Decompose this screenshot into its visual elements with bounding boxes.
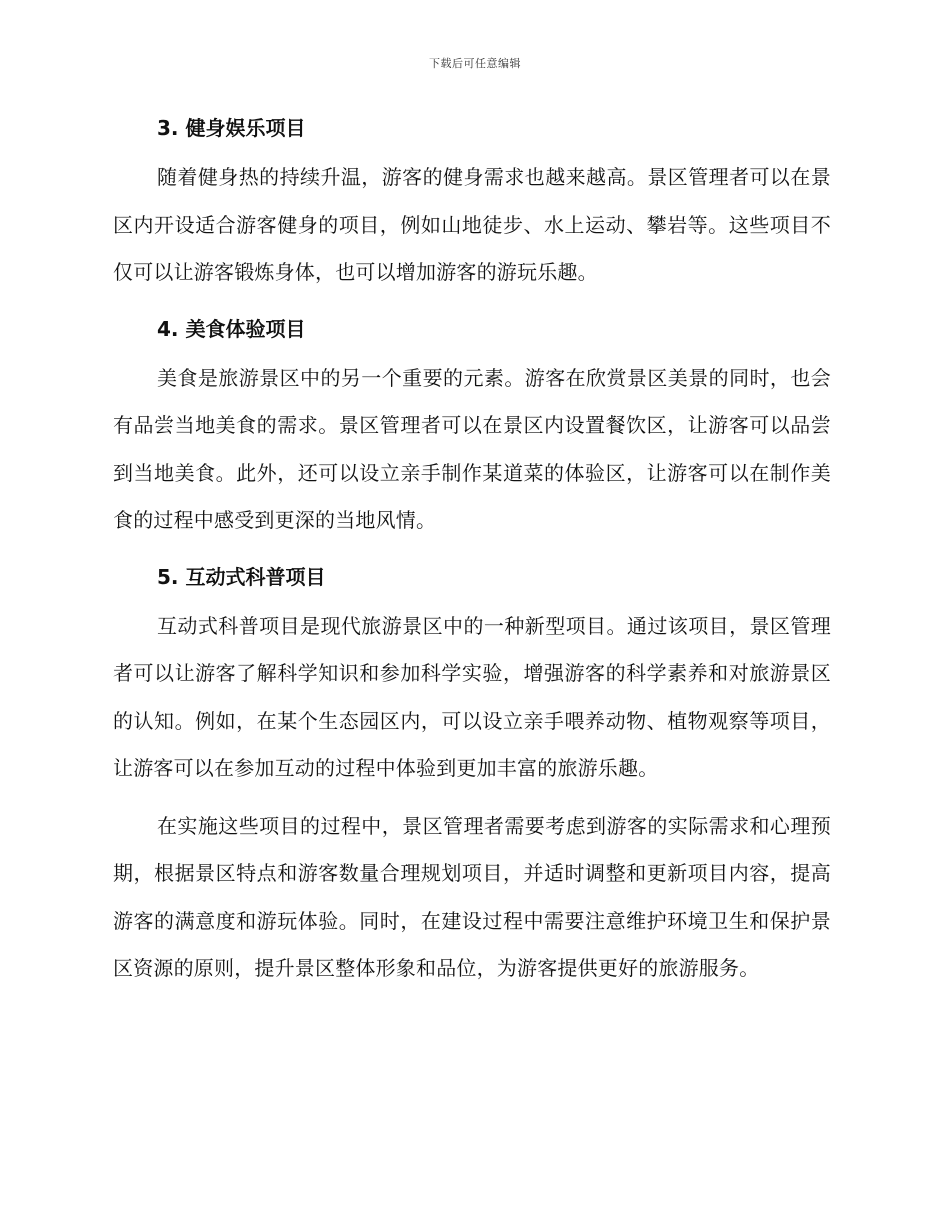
document-body (113, 108, 831, 993)
paragraph-science: 互动式科普项目是现代旅游景区中的一种新型项目。通过该项目，景区管理者可以让游客了解科学知识和参加科学实验，增强游客的科学素养和对旅游景区的认知。例如，在某个生态园区内，可以设立亲手喂养动物、植物观察等项目，让游客可以在参加互动的过程中体验到更加丰富的旅游乐趣。 (113, 613, 831, 780)
paragraph-food: 美食是旅游景区中的另一个重要的元素。游客在欣赏景区美景的同时，也会有品尝当地美食的需求。景区管理者可以在景区内设置餐饮区，让游客可以品尝到当地美食。此外，还可以设立亲手制作某道菜的体验区，让游客可以在制作美食的过程中感受到更深的当地风情。 (113, 365, 831, 532)
section-heading-science: 5. 互动式科普项目 (157, 564, 326, 589)
paragraph-fitness: 随着健身热的持续升温，游客的健身需求也越来越高。景区管理者可以在景区内开设适合游客健身的项目，例如山地徒步、水上运动、攀岩等。这些项目不仅可以让游客锻炼身体，也可以增加游客的游玩乐趣。 (113, 165, 831, 284)
page-header: 下载后可任意编辑 (429, 57, 521, 70)
section-heading-fitness: 3. 健身娱乐项目 (157, 116, 306, 140)
section-heading-food: 4. 美食体验项目 (157, 316, 306, 341)
paragraph-conclusion: 在实施这些项目的过程中，景区管理者需要考虑到游客的实际需求和心理预期，根据景区特点和游客数量合理规划项目，并适时调整和更新项目内容，提高游客的满意度和游玩体验。同时，在建设过程中需要注意维护环境卫生和保护景区资源的原则，提升景区整体形象和品位，为游客提供更好的旅游服务。 (113, 813, 831, 980)
